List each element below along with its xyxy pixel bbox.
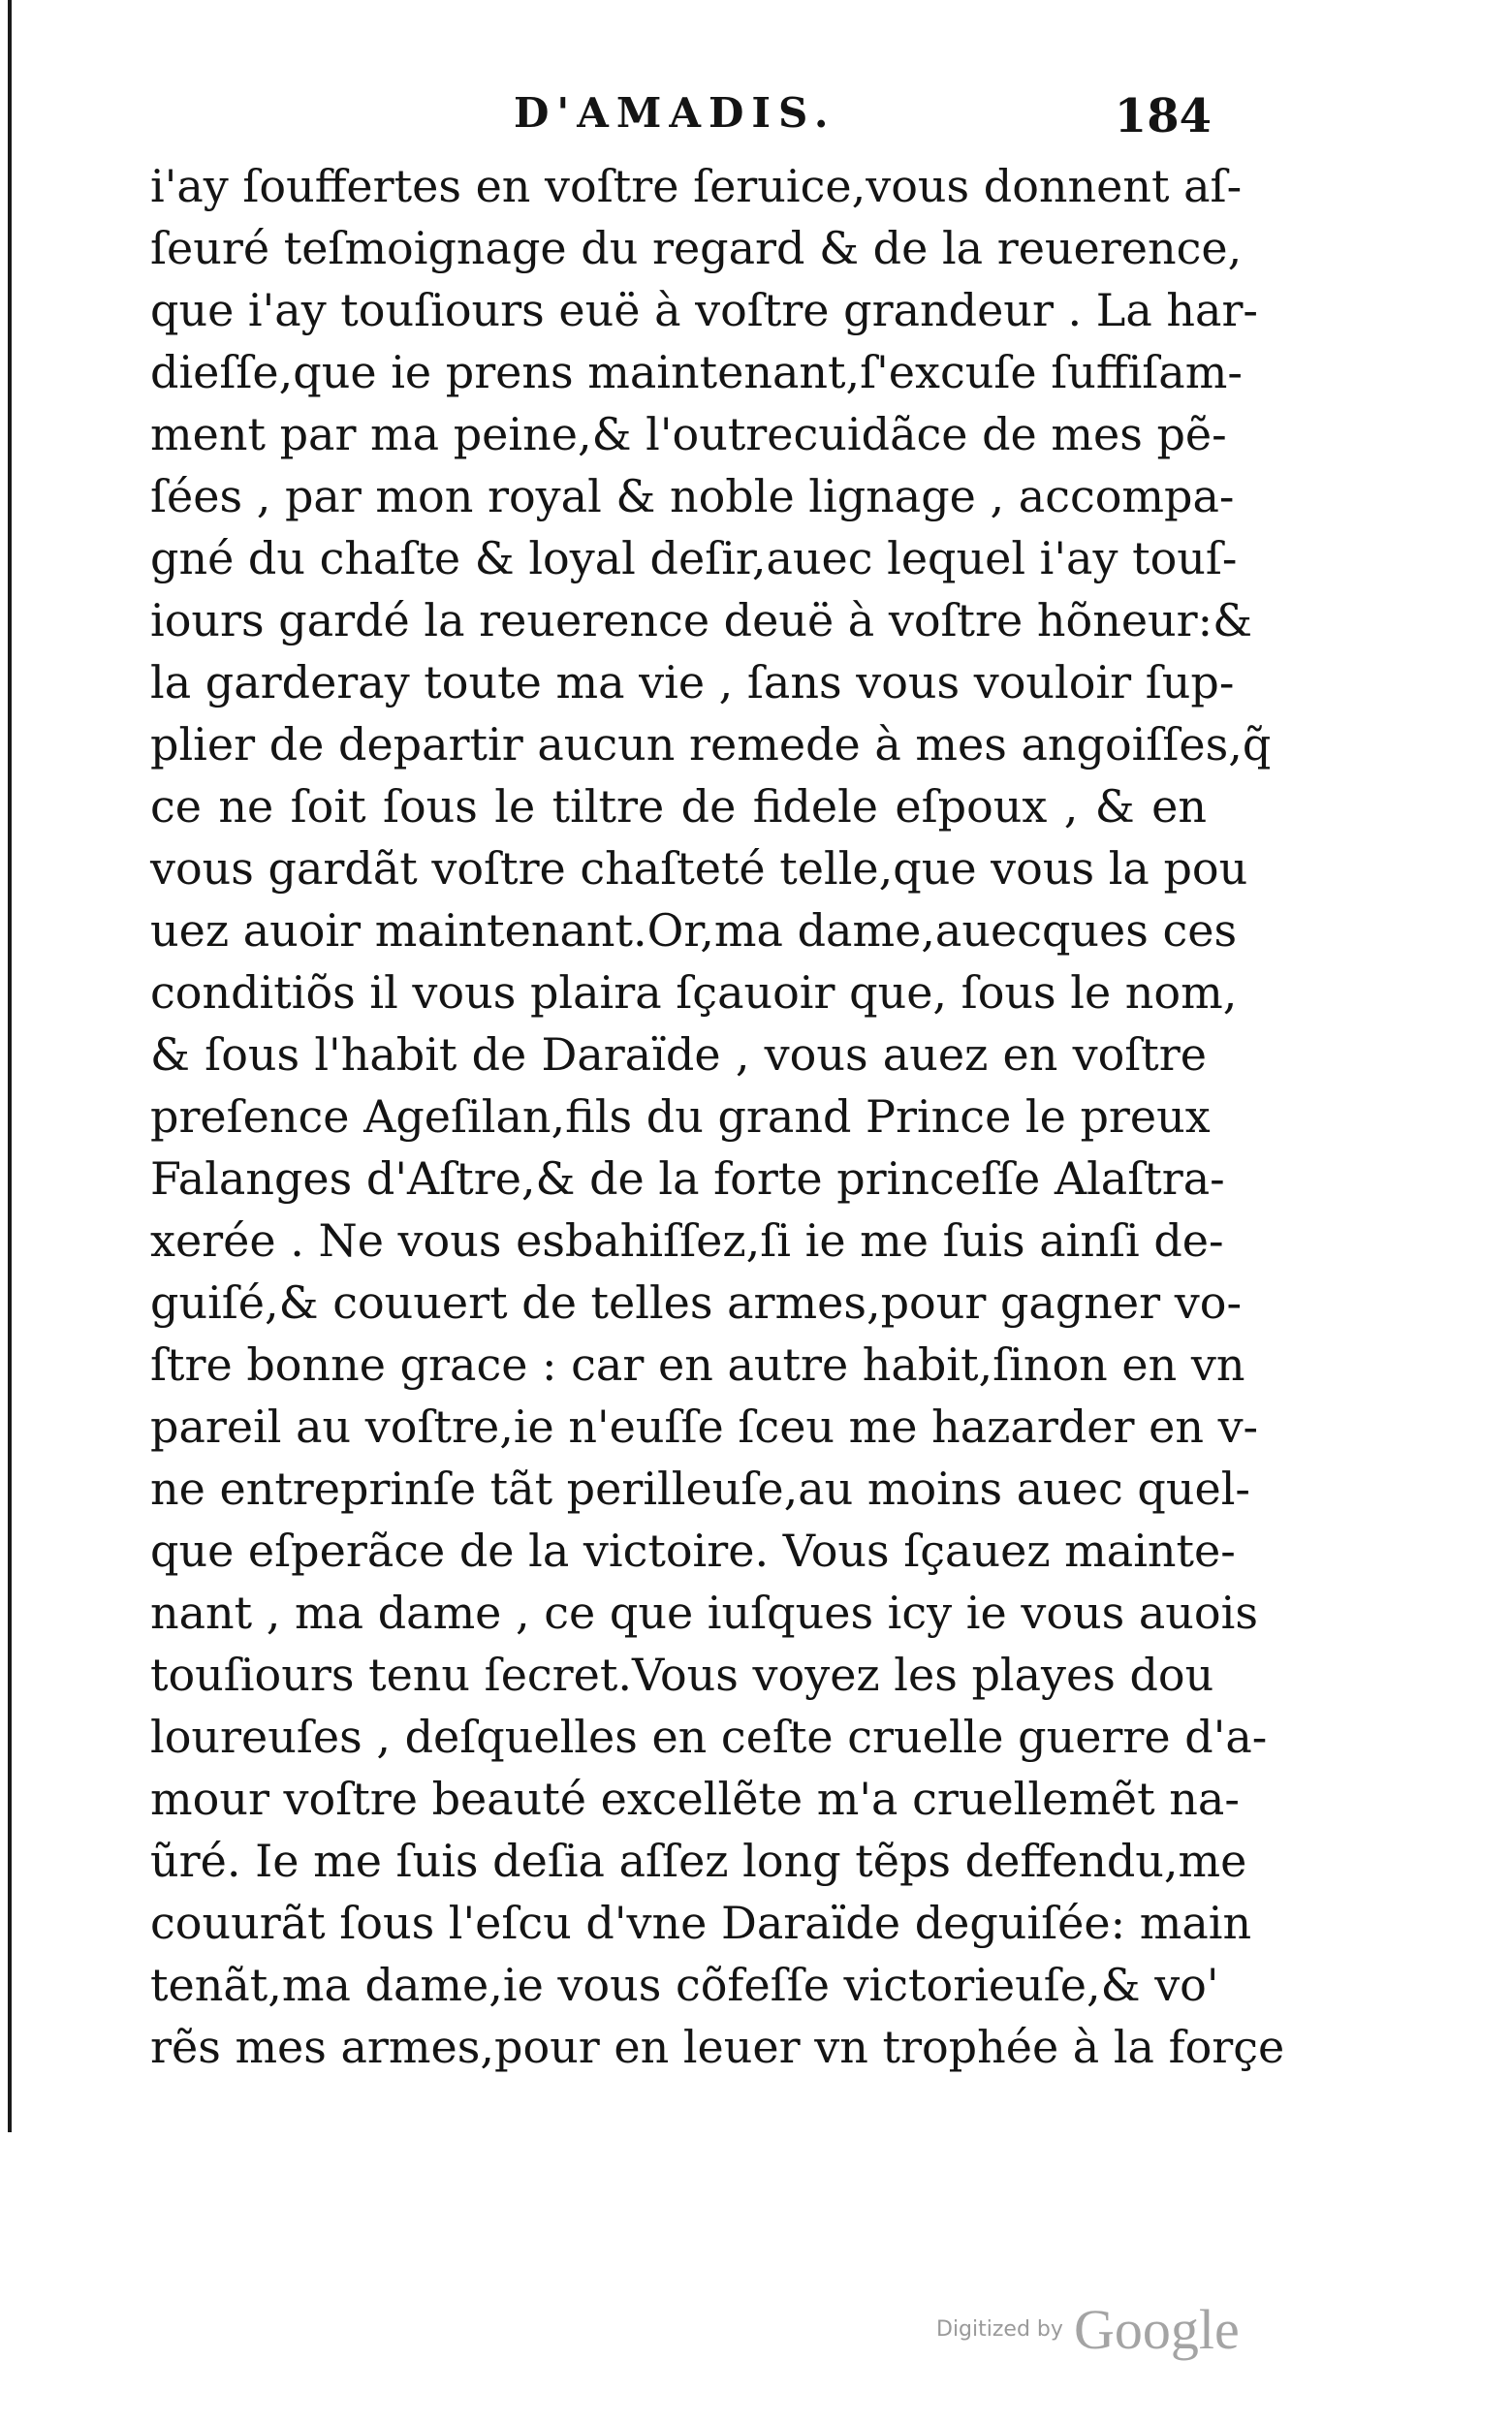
- text-line: nant , ma dame , ce que iuſques icy ie vous auois: [150, 1587, 1258, 1639]
- digitization-watermark: [936, 2297, 1240, 2365]
- text-line: ſtre bonne grace : car en autre habit,ſinon en vn: [150, 1338, 1245, 1391]
- text-line: dieſſe,que ie prens maintenant,ſ'excuſe ſuffiſam-: [150, 346, 1243, 398]
- text-line: ne entreprinſe tãt perilleuſe,au moins auec quel-: [150, 1463, 1250, 1515]
- text-line: ſeuré teſmoignage du regard & de la reuerence,: [150, 222, 1243, 274]
- text-line: tenãt,ma dame,ie vous cõfeſſe victorieuſe,& vo': [150, 1959, 1219, 2011]
- text-line: vous gardãt voſtre chaſteté telle,que vous la pou: [150, 842, 1248, 895]
- text-line: que i'ay touſiours euë à voſtre grandeur . La har-: [150, 284, 1258, 336]
- text-line: touſiours tenu ſecret.Vous voyez les playes dou: [150, 1649, 1214, 1701]
- text-line: iours gardé la reuerence deuë à voſtre hõneur:&: [150, 594, 1253, 646]
- text-line: xerée . Ne vous esbahiſſez,ſi ie me ſuis ainſi de-: [150, 1214, 1224, 1267]
- running-head: [145, 89, 1212, 147]
- text-line: la garderay toute ma vie , ſans vous vouloir ſup-: [150, 656, 1235, 708]
- text-line: i'ay ſouffertes en voſtre ſeruice,vous donnent aſ-: [150, 160, 1243, 212]
- text-line: gné du chaſte & loyal deſir,auec lequel i'ay touſ-: [150, 532, 1238, 584]
- google-logo: Google: [1074, 2298, 1240, 2361]
- text-line: que eſperãce de la victoire. Vous ſçauez mainte-: [150, 1525, 1236, 1577]
- text-line: ũré. Ie me ſuis deſia aſſez long tẽps deffendu,me: [150, 1835, 1247, 1887]
- text-line: mour voſtre beauté excellẽte m'a cruellemẽt na-: [150, 1773, 1240, 1825]
- text-line: ſées , par mon royal & noble lignage , accompa-: [150, 470, 1235, 522]
- text-line: Falanges d'Aſtre,& de la forte princeſſe Alaſtra-: [150, 1152, 1225, 1205]
- text-line: loureuſes , deſquelles en ceſte cruelle guerre d'a-: [150, 1711, 1268, 1763]
- page-edge-rule: [8, 0, 12, 2132]
- text-line: conditiõs il vous plaira ſçauoir que, ſous le nom,: [150, 966, 1238, 1019]
- body-text: [150, 155, 1285, 2078]
- text-line: uez auoir maintenant.Or,ma dame,auecques ces: [150, 904, 1238, 957]
- text-line: pareil au voſtre,ie n'euſſe ſceu me hazarder en v-: [150, 1400, 1259, 1453]
- text-line: rẽs mes armes,pour en leuer vn trophée à la forçe: [150, 2021, 1285, 2073]
- text-line: guiſé,& couuert de telles armes,pour gagner vo-: [150, 1276, 1242, 1329]
- text-line: ce ne ſoit ſous le tiltre de fidele eſpoux , & en: [150, 780, 1207, 833]
- watermark-label: Digitized by: [936, 2317, 1063, 2342]
- page-number: 184: [1114, 89, 1212, 143]
- text-line: & ſous l'habit de Daraïde , vous auez en voſtre: [150, 1028, 1207, 1081]
- text-line: couurãt ſous l'eſcu d'vne Daraïde deguiſée: main: [150, 1897, 1252, 1949]
- text-line: ment par ma peine,& l'outrecuidãce de mes pẽ-: [150, 408, 1227, 460]
- running-title: D'AMADIS.: [514, 89, 836, 137]
- text-line: plier de departir aucun remede à mes angoiſſes,q̃: [150, 718, 1272, 771]
- text-line: preſence Ageſilan,fils du grand Prince le preux: [150, 1090, 1211, 1143]
